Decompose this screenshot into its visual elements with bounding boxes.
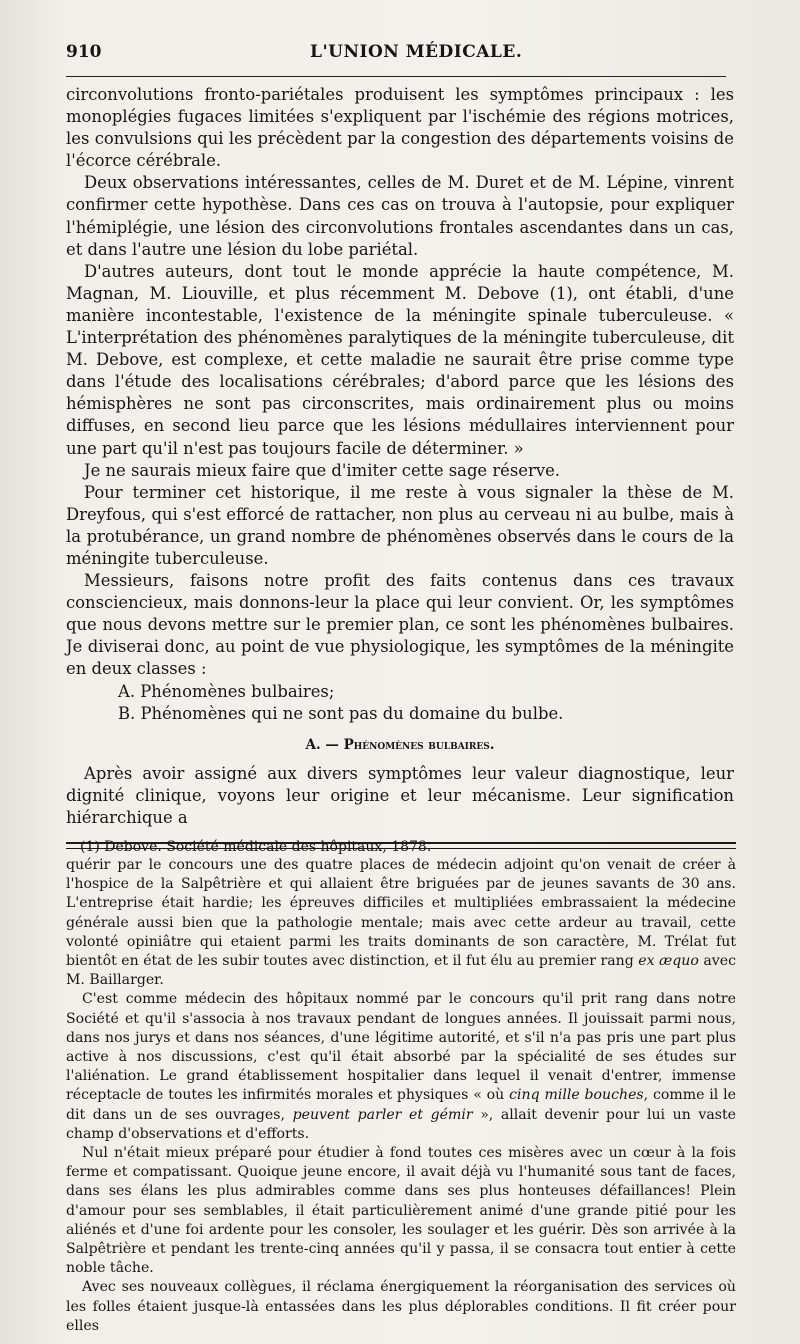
article-paragraph: Après avoir assigné aux divers symptômes leur valeur diagnostique, leur dignité clinique, voyons leur origine et leur mécanisme. Leur signification hiérarchique a — [66, 763, 734, 827]
page-header — [66, 38, 760, 68]
text-run: avec M. Baillarger. — [66, 953, 736, 989]
text-run: quérir par le concours une des quatre places de médecin adjoint qu'on venait de créer à l'hospice de la Salpêtrière et qui allaient être briguées par de jeunes savants de 30 ans. L'entreprise était hardie; les épreuves difficiles et multipliées embrassaient la médecine générale aussi bien que la pathologie mentale; mais avec cette ardeur au travail, cette volonté opiniâtre qui etaient parmi les traits dominants de son caractère, M. Trélat fut bientôt en état de les subir toutes avec distinction, et il fut élu au premier rang — [66, 857, 736, 970]
feuilleton-column — [66, 856, 736, 1336]
feuilleton-paragraph — [66, 990, 736, 1144]
italic-text: peuvent parler et gémir — [292, 1106, 473, 1123]
article-paragraph: Pour terminer cet historique, il me reste à vous signaler la thèse de M. Dreyfous, qui s'est efforcé de rattacher, non plus au cerveau ni au bulbe, mais à la protubérance, un grand nombre de phénomènes observés dans le cours de la méningite tuberculeuse. — [66, 482, 734, 568]
article-paragraph: Je ne saurais mieux faire que d'imiter cette sage réserve. — [84, 460, 560, 480]
text-run: , comme il le dit dans un de ses ouvrages, — [66, 1087, 737, 1123]
section-heading: A. — Phénomènes bulbaires. — [305, 736, 495, 753]
feuilleton-paragraph: Nul n'était mieux préparé pour étudier à fond toutes ces misères avec un cœur à la fois ferme et compatissant. Quoique jeune encore, il avait déjà vu l'humanité sous tant de faces, dans ses élans les plus admirables comme dans ses plus honteuses défaillances! Plein d'amour pour ses semblables, il était particulièrement animé d'une grande pitié pour les aliénés et d'une foi ardente pour les consoler, les soulager et les guérir. Dès son arrivée à la Salpêtrière et pendant les trente-cinq années qu'il y passa, il se consacra tout entier à cette noble tâche. — [66, 1145, 736, 1277]
feuilleton-paragraph: Avec ses nouveaux collègues, il réclama énergiquement la réorganisation des services où les folles étaient jusque-là entassées dans les plus déplorables conditions. Il fit créer pour elles — [66, 1279, 736, 1334]
section-divider — [66, 848, 736, 849]
article-paragraph: D'autres auteurs, dont tout le monde apprécie la haute compétence, M. Magnan, M. Liouville, et plus récemment M. Debove (1), ont établi, d'une manière incontestable, l'existence de la méningite spinale tuberculeuse. « L'interprétation des phénomènes paralytiques de la méningite tuberculeuse, dit M. Debove, est complexe, et cette maladie ne saurait être prise comme type dans l'étude des localisations cérébrales; d'abord parce que les lésions des hémisphères ne sont pas circonscrites, mais ordinairement plus ou moins diffuses, en second lieu parce que les lésions médullaires interviennent pour une part qu'il n'est pas toujours facile de déterminer. » — [66, 261, 734, 458]
section-divider — [66, 842, 736, 844]
article-paragraph: Messieurs, faisons notre profit des faits contenus dans ces travaux consciencieux, mais donnons-leur la place qui leur convient. Or, les symptômes que nous devons mettre sur le premier plan, ce sont les phénomènes bulbaires. Je diviserai donc, au point de vue physiologique, les symptômes de la méningite en deux classes : — [66, 571, 734, 679]
header-rule — [66, 76, 726, 77]
article-paragraph: circonvolutions fronto-pariétales produisent les symptômes principaux : les monoplégies fugaces limitées s'expliquent par l'ischémie des régions motrices, les convulsions qui les précèdent par la congestion des départements voisins de l'écorce cérébrale. — [66, 85, 734, 171]
footnote: (1) Debove. Société médicale des hôpitaux, 1878. — [80, 839, 432, 855]
main-article — [66, 84, 734, 857]
text-run: », allait devenir pour lui un vaste champ d'observations et d'efforts. — [66, 1106, 737, 1142]
italic-text: ex æquo — [638, 953, 699, 970]
running-title: L'UNION MÉDICALE. — [310, 42, 523, 62]
list-item: B. Phénomènes qui ne sont pas du domaine du bulbe. — [118, 703, 564, 723]
feuilleton-paragraph — [66, 856, 736, 990]
page-number: 910 — [66, 42, 102, 62]
list-item: A. Phénomènes bulbaires; — [118, 681, 335, 701]
text-run: C'est comme médecin des hôpitaux nommé par le concours qu'il prit rang dans notre Société et qu'il s'associa à nos travaux pendant de longues années. Il jouissait parmi nous, dans nos jurys et dans nos séances, d'une légitime autorité, et s'il n'a pas pris une part plus active à nos discussions, c'est qu'il était absorbé par la spécialité de ses études sur l'aliénation. Le grand établissement hospitalier dans lequel il venait d'entrer, immense réceptacle de toutes les infirmités morales et physiques « où — [66, 991, 736, 1104]
article-paragraph: Deux observations intéressantes, celles de M. Duret et de M. Lépine, vinrent confirmer cette hypothèse. Dans ces cas on trouva à l'autopsie, pour expliquer l'hémiplégie, une lésion des circonvolutions frontales ascendantes dans un cas, et dans l'autre une lésion du lobe pariétal. — [66, 173, 734, 259]
italic-text: cinq mille bouches — [509, 1087, 644, 1104]
